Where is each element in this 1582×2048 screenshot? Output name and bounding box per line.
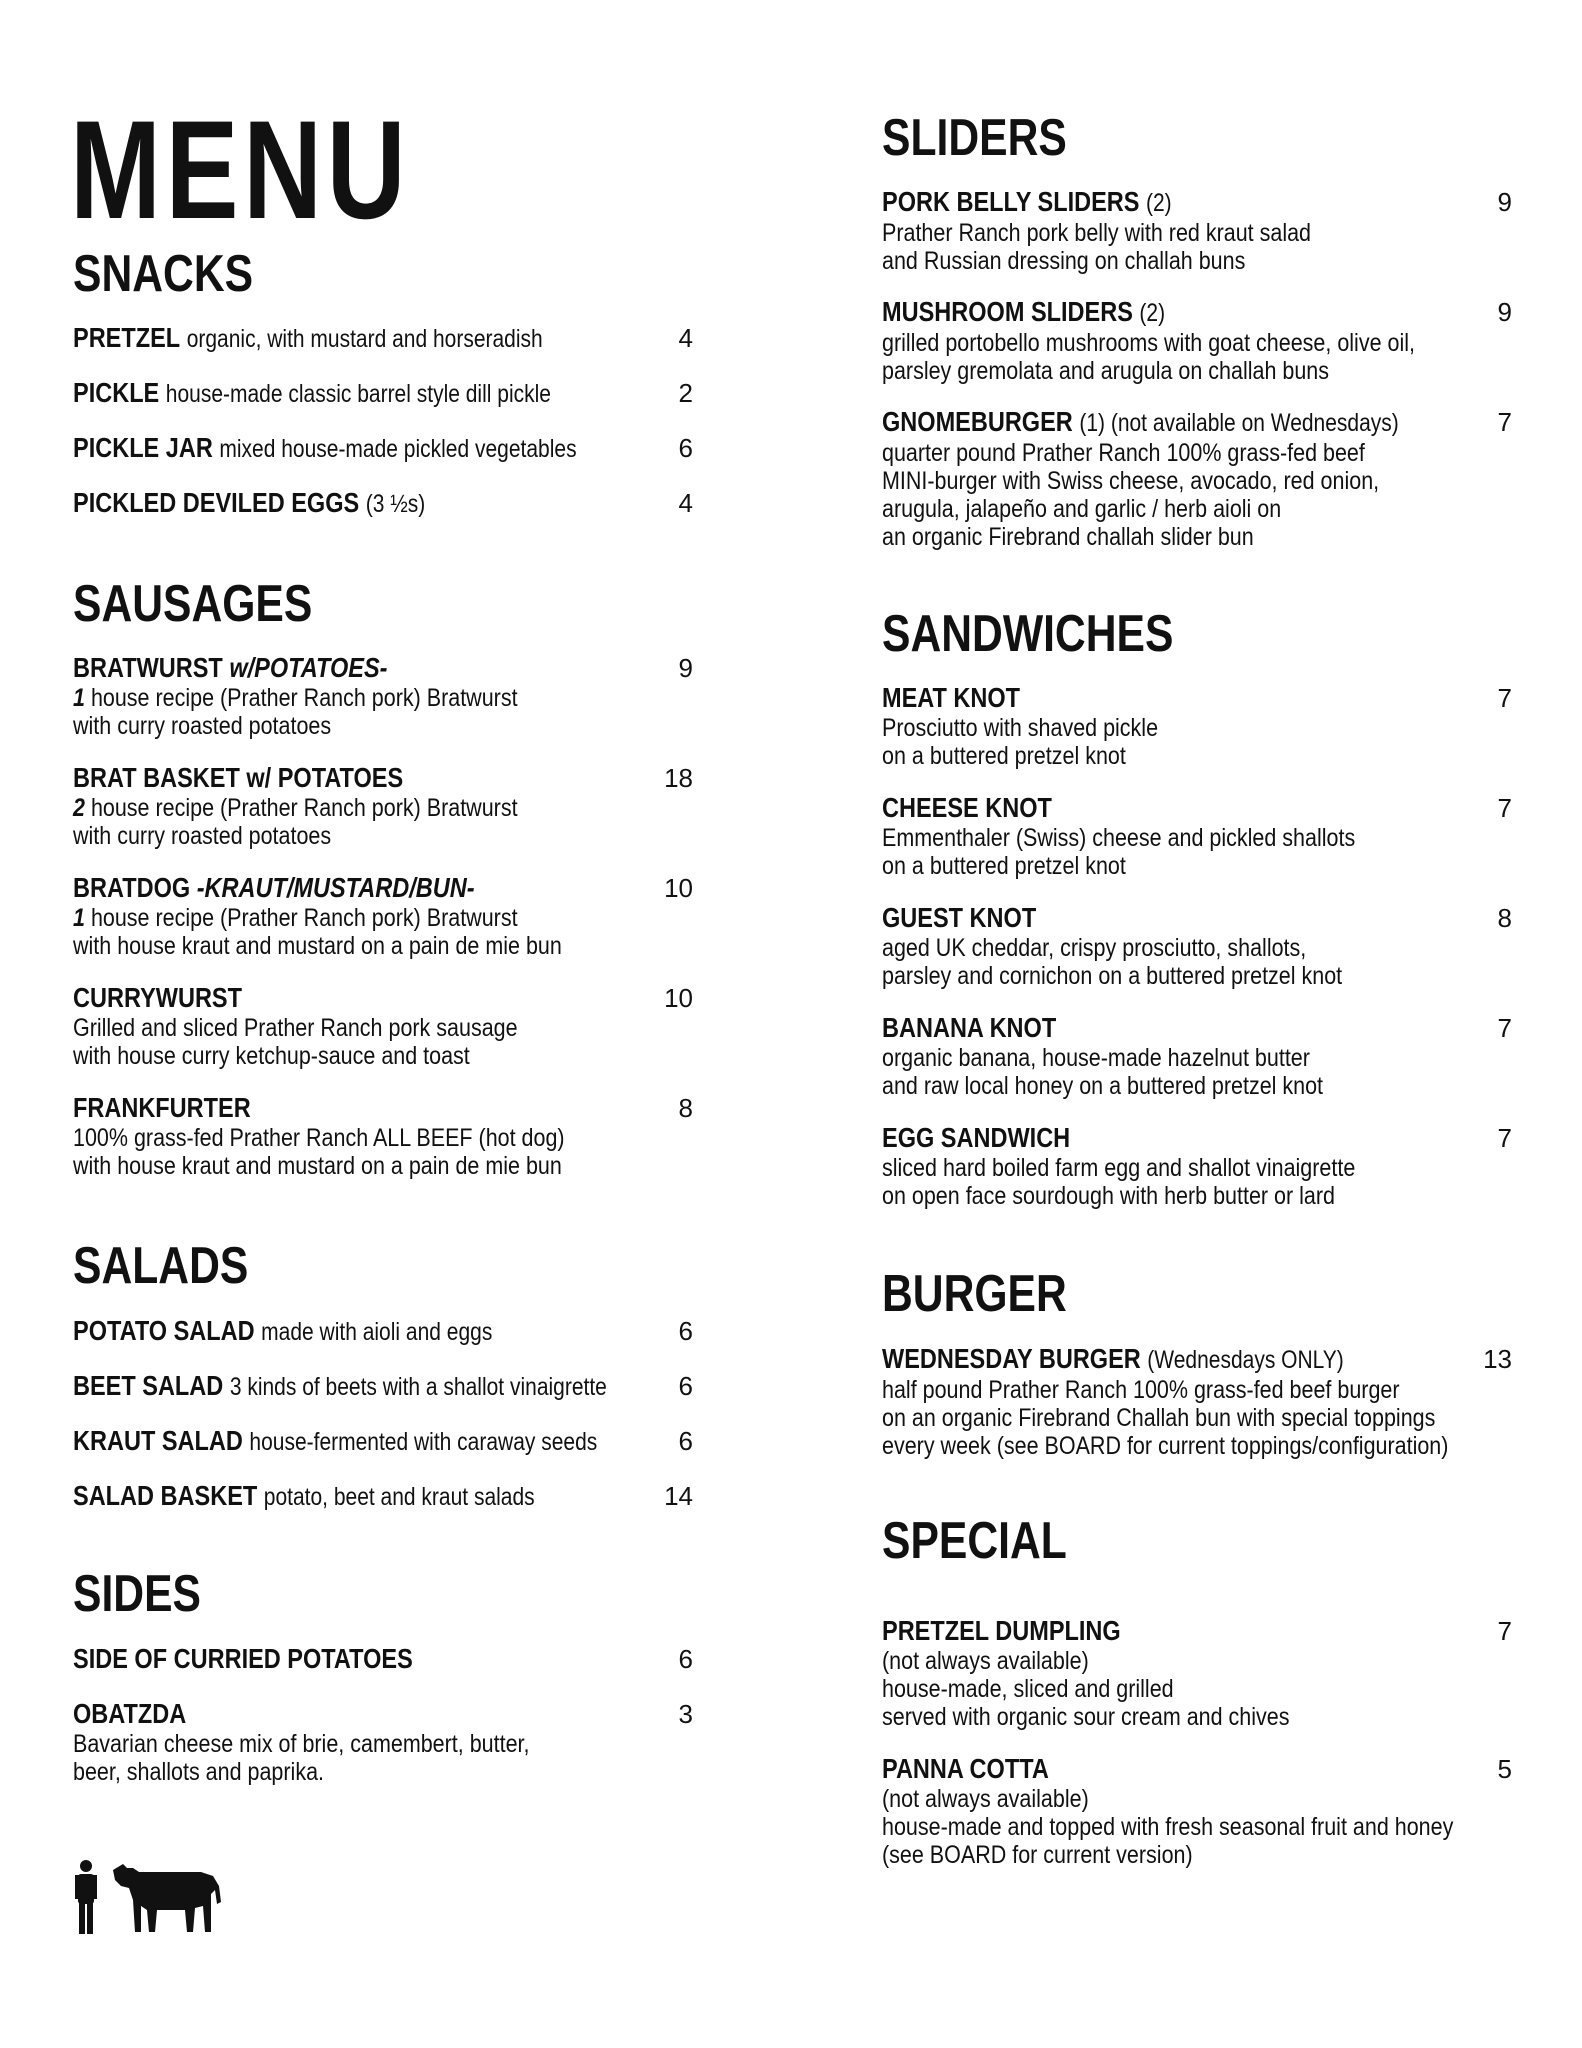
item-note: (2) [1139, 299, 1166, 327]
item-name: CHEESE KNOT [882, 792, 1052, 823]
item-name: SALAD BASKET [73, 1480, 258, 1511]
item-name: PRETZEL [73, 322, 181, 353]
item-price: 7 [1497, 1123, 1512, 1153]
item-name: MEAT KNOT [882, 682, 1021, 713]
item-description-line: and Russian dressing on challah buns [882, 247, 1246, 275]
item-price: 2 [678, 378, 693, 408]
item-description-line: every week (see BOARD for current toppings/configuration) [882, 1432, 1449, 1460]
section-title-sausages: SAUSAGES [73, 575, 313, 633]
item-description-line: Grilled and sliced Prather Ranch pork sausage [73, 1014, 518, 1042]
item-name: EGG SANDWICH [882, 1122, 1071, 1153]
menu-item-kraut-salad [73, 1425, 693, 1458]
item-price: 10 [664, 873, 693, 903]
menu-item-bratwurst [73, 652, 693, 740]
item-description-line: half pound Prather Ranch 100% grass-fed beef burger [882, 1376, 1400, 1404]
item-description-line: on a buttered pretzel knot [882, 852, 1126, 880]
item-description-line: and raw local honey on a buttered pretzel knot [882, 1072, 1324, 1100]
item-price: 7 [1497, 683, 1512, 713]
item-description-line: house-made and topped with fresh seasonal fruit and honey [882, 1813, 1454, 1841]
menu-item-currywurst [73, 982, 693, 1070]
item-name: PRETZEL DUMPLING [882, 1615, 1121, 1646]
menu-item-meat-knot [882, 682, 1512, 770]
item-price: 6 [678, 1316, 693, 1346]
item-name: SIDE OF CURRIED POTATOES [73, 1643, 413, 1674]
item-description-line: Prather Ranch pork belly with red kraut salad [882, 219, 1312, 247]
menu-title: MENU [70, 91, 411, 248]
item-description-line: with curry roasted potatoes [73, 712, 332, 740]
menu-item-pickle-jar [73, 432, 693, 465]
section-title-sliders: SLIDERS [882, 109, 1067, 167]
item-name: PICKLE JAR [73, 432, 213, 463]
item-name: MUSHROOM SLIDERS [882, 296, 1133, 327]
menu-item-pickled-deviled-eggs [73, 487, 693, 520]
item-name: KRAUT SALAD [73, 1425, 243, 1456]
footer-icons [73, 1860, 223, 1940]
item-price: 6 [678, 1644, 693, 1674]
item-description: potato, beet and kraut salads [263, 1483, 535, 1511]
item-price: 14 [664, 1481, 693, 1511]
item-price: 7 [1497, 793, 1512, 823]
menu-item-salad-basket [73, 1480, 693, 1513]
item-description-line: organic banana, house-made hazelnut butter [882, 1044, 1310, 1072]
item-name: PORK BELLY SLIDERS [882, 186, 1140, 217]
menu-item-banana-knot [882, 1012, 1512, 1100]
item-description-line: 100% grass-fed Prather Ranch ALL BEEF (hot dog) [73, 1124, 565, 1152]
menu-item-wednesday-burger [882, 1343, 1512, 1460]
item-name: OBATZDA [73, 1698, 187, 1729]
item-price: 10 [664, 983, 693, 1013]
item-price: 7 [1497, 407, 1512, 437]
item-description-line: beer, shallots and paprika. [73, 1758, 324, 1786]
item-description-line: house recipe (Prather Ranch pork) Bratwurst [90, 904, 518, 932]
item-description: mixed house-made pickled vegetables [219, 435, 577, 463]
item-description-line: on a buttered pretzel knot [882, 742, 1126, 770]
item-name: WEDNESDAY BURGER [882, 1343, 1141, 1374]
cow-icon [111, 1860, 226, 1935]
item-description-line: quarter pound Prather Ranch 100% grass-fed beef [882, 439, 1365, 467]
item-description-line: with house kraut and mustard on a pain de mie bun [73, 932, 562, 960]
menu-item-frankfurter [73, 1092, 693, 1180]
item-name-suffix: w/POTATOES- [229, 652, 388, 683]
item-count: 1 [73, 684, 85, 712]
menu-item-guest-knot [882, 902, 1512, 990]
menu-item-pork-belly-sliders [882, 186, 1512, 275]
item-description-line: (see BOARD for current version) [882, 1841, 1193, 1869]
item-price: 5 [1497, 1754, 1512, 1784]
section-title-special: SPECIAL [882, 1512, 1067, 1570]
item-description-line: (not always available) [882, 1785, 1089, 1813]
item-description-line: on open face sourdough with herb butter or lard [882, 1182, 1335, 1210]
menu-item-cheese-knot [882, 792, 1512, 880]
item-price: 7 [1497, 1616, 1512, 1646]
item-description: 3 kinds of beets with a shallot vinaigrette [229, 1373, 607, 1401]
item-name: GUEST KNOT [882, 902, 1037, 933]
item-name: CURRYWURST [73, 982, 242, 1013]
item-note: (2) [1146, 189, 1172, 217]
item-description-line: with house curry ketchup-sauce and toast [73, 1042, 470, 1070]
item-price: 18 [664, 763, 693, 793]
menu-item-panna-cotta [882, 1753, 1512, 1869]
item-description-line: house recipe (Prather Ranch pork) Bratwurst [90, 794, 518, 822]
item-description-line: aged UK cheddar, crispy prosciutto, shallots, [882, 934, 1307, 962]
item-name: FRANKFURTER [73, 1092, 251, 1123]
item-price: 9 [1497, 297, 1512, 327]
menu-item-side-of-curried-potatoes [73, 1643, 693, 1675]
item-price: 9 [678, 653, 693, 683]
item-count: 2 [73, 794, 85, 822]
section-title-sandwiches: SANDWICHES [882, 605, 1174, 663]
menu-item-beet-salad [73, 1370, 693, 1403]
item-description-line: house-made, sliced and grilled [882, 1675, 1174, 1703]
item-description: made with aioli and eggs [261, 1318, 493, 1346]
item-description-line: Bavarian cheese mix of brie, camembert, butter, [73, 1730, 530, 1758]
menu-item-bratdog [73, 872, 693, 960]
item-description: (3 ½s) [365, 490, 426, 518]
item-description-line: grilled portobello mushrooms with goat cheese, olive oil, [882, 329, 1415, 357]
section-title-sides: SIDES [73, 1565, 201, 1623]
item-description-line: (not always available) [882, 1647, 1089, 1675]
item-description-line: served with organic sour cream and chives [882, 1703, 1290, 1731]
item-note: (Wednesdays ONLY) [1147, 1346, 1344, 1374]
menu-item-egg-sandwich [882, 1122, 1512, 1210]
item-name: BANANA KNOT [882, 1012, 1057, 1043]
item-description-line: with house kraut and mustard on a pain de mie bun [73, 1152, 562, 1180]
item-description: house-made classic barrel style dill pickle [165, 380, 551, 408]
menu-item-obatzda [73, 1698, 693, 1786]
item-name: BRAT BASKET w/ POTATOES [73, 762, 404, 793]
item-price: 8 [1497, 903, 1512, 933]
item-name: BRATWURST [73, 652, 223, 683]
item-description-line: parsley and cornichon on a buttered pretzel knot [882, 962, 1343, 990]
menu-item-pickle [73, 377, 693, 410]
menu-item-pretzel-dumpling [882, 1615, 1512, 1731]
menu-item-pretzel [73, 322, 693, 355]
item-name: BRATDOG [73, 872, 191, 903]
item-name: PICKLE [73, 377, 160, 408]
item-name: GNOMEBURGER [882, 406, 1073, 437]
menu-item-gnomeburger [882, 406, 1512, 551]
item-description-line: Emmenthaler (Swiss) cheese and pickled shallots [882, 824, 1356, 852]
item-price: 7 [1497, 1013, 1512, 1043]
item-description-line: Prosciutto with shaved pickle [882, 714, 1159, 742]
item-name: PANNA COTTA [882, 1753, 1049, 1784]
item-price: 4 [678, 488, 693, 518]
item-price: 6 [678, 1371, 693, 1401]
item-price: 3 [678, 1699, 693, 1729]
item-price: 8 [678, 1093, 693, 1123]
item-name: PICKLED DEVILED EGGS [73, 487, 360, 518]
item-price: 9 [1497, 187, 1512, 217]
item-note: (1) (not available on Wednesdays) [1079, 409, 1399, 437]
item-description-line: parsley gremolata and arugula on challah buns [882, 357, 1330, 385]
section-title-salads: SALADS [73, 1237, 249, 1295]
item-description: house-fermented with caraway seeds [249, 1428, 598, 1456]
section-title-burger: BURGER [882, 1265, 1067, 1323]
item-price: 4 [678, 323, 693, 353]
item-description-line: sliced hard boiled farm egg and shallot vinaigrette [882, 1154, 1356, 1182]
item-price: 6 [678, 1426, 693, 1456]
item-name: POTATO SALAD [73, 1315, 255, 1346]
item-count: 1 [73, 904, 85, 932]
menu-item-brat-basket [73, 762, 693, 850]
item-price: 13 [1483, 1344, 1512, 1374]
menu-item-mushroom-sliders [882, 296, 1512, 385]
item-price: 6 [678, 433, 693, 463]
menu-item-potato-salad [73, 1315, 693, 1348]
item-description-line: MINI-burger with Swiss cheese, avocado, red onion, [882, 467, 1380, 495]
item-name-suffix: -KRAUT/MUSTARD/BUN- [196, 872, 475, 903]
item-description-line: arugula, jalapeño and garlic / herb aioli on [882, 495, 1282, 523]
item-description-line: on an organic Firebrand Challah bun with special toppings [882, 1404, 1436, 1432]
item-description: organic, with mustard and horseradish [186, 325, 543, 353]
section-title-snacks: SNACKS [73, 245, 254, 303]
item-description-line: with curry roasted potatoes [73, 822, 332, 850]
item-description-line: house recipe (Prather Ranch pork) Bratwurst [90, 684, 518, 712]
item-description-line: an organic Firebrand challah slider bun [882, 523, 1254, 551]
item-name: BEET SALAD [73, 1370, 224, 1401]
